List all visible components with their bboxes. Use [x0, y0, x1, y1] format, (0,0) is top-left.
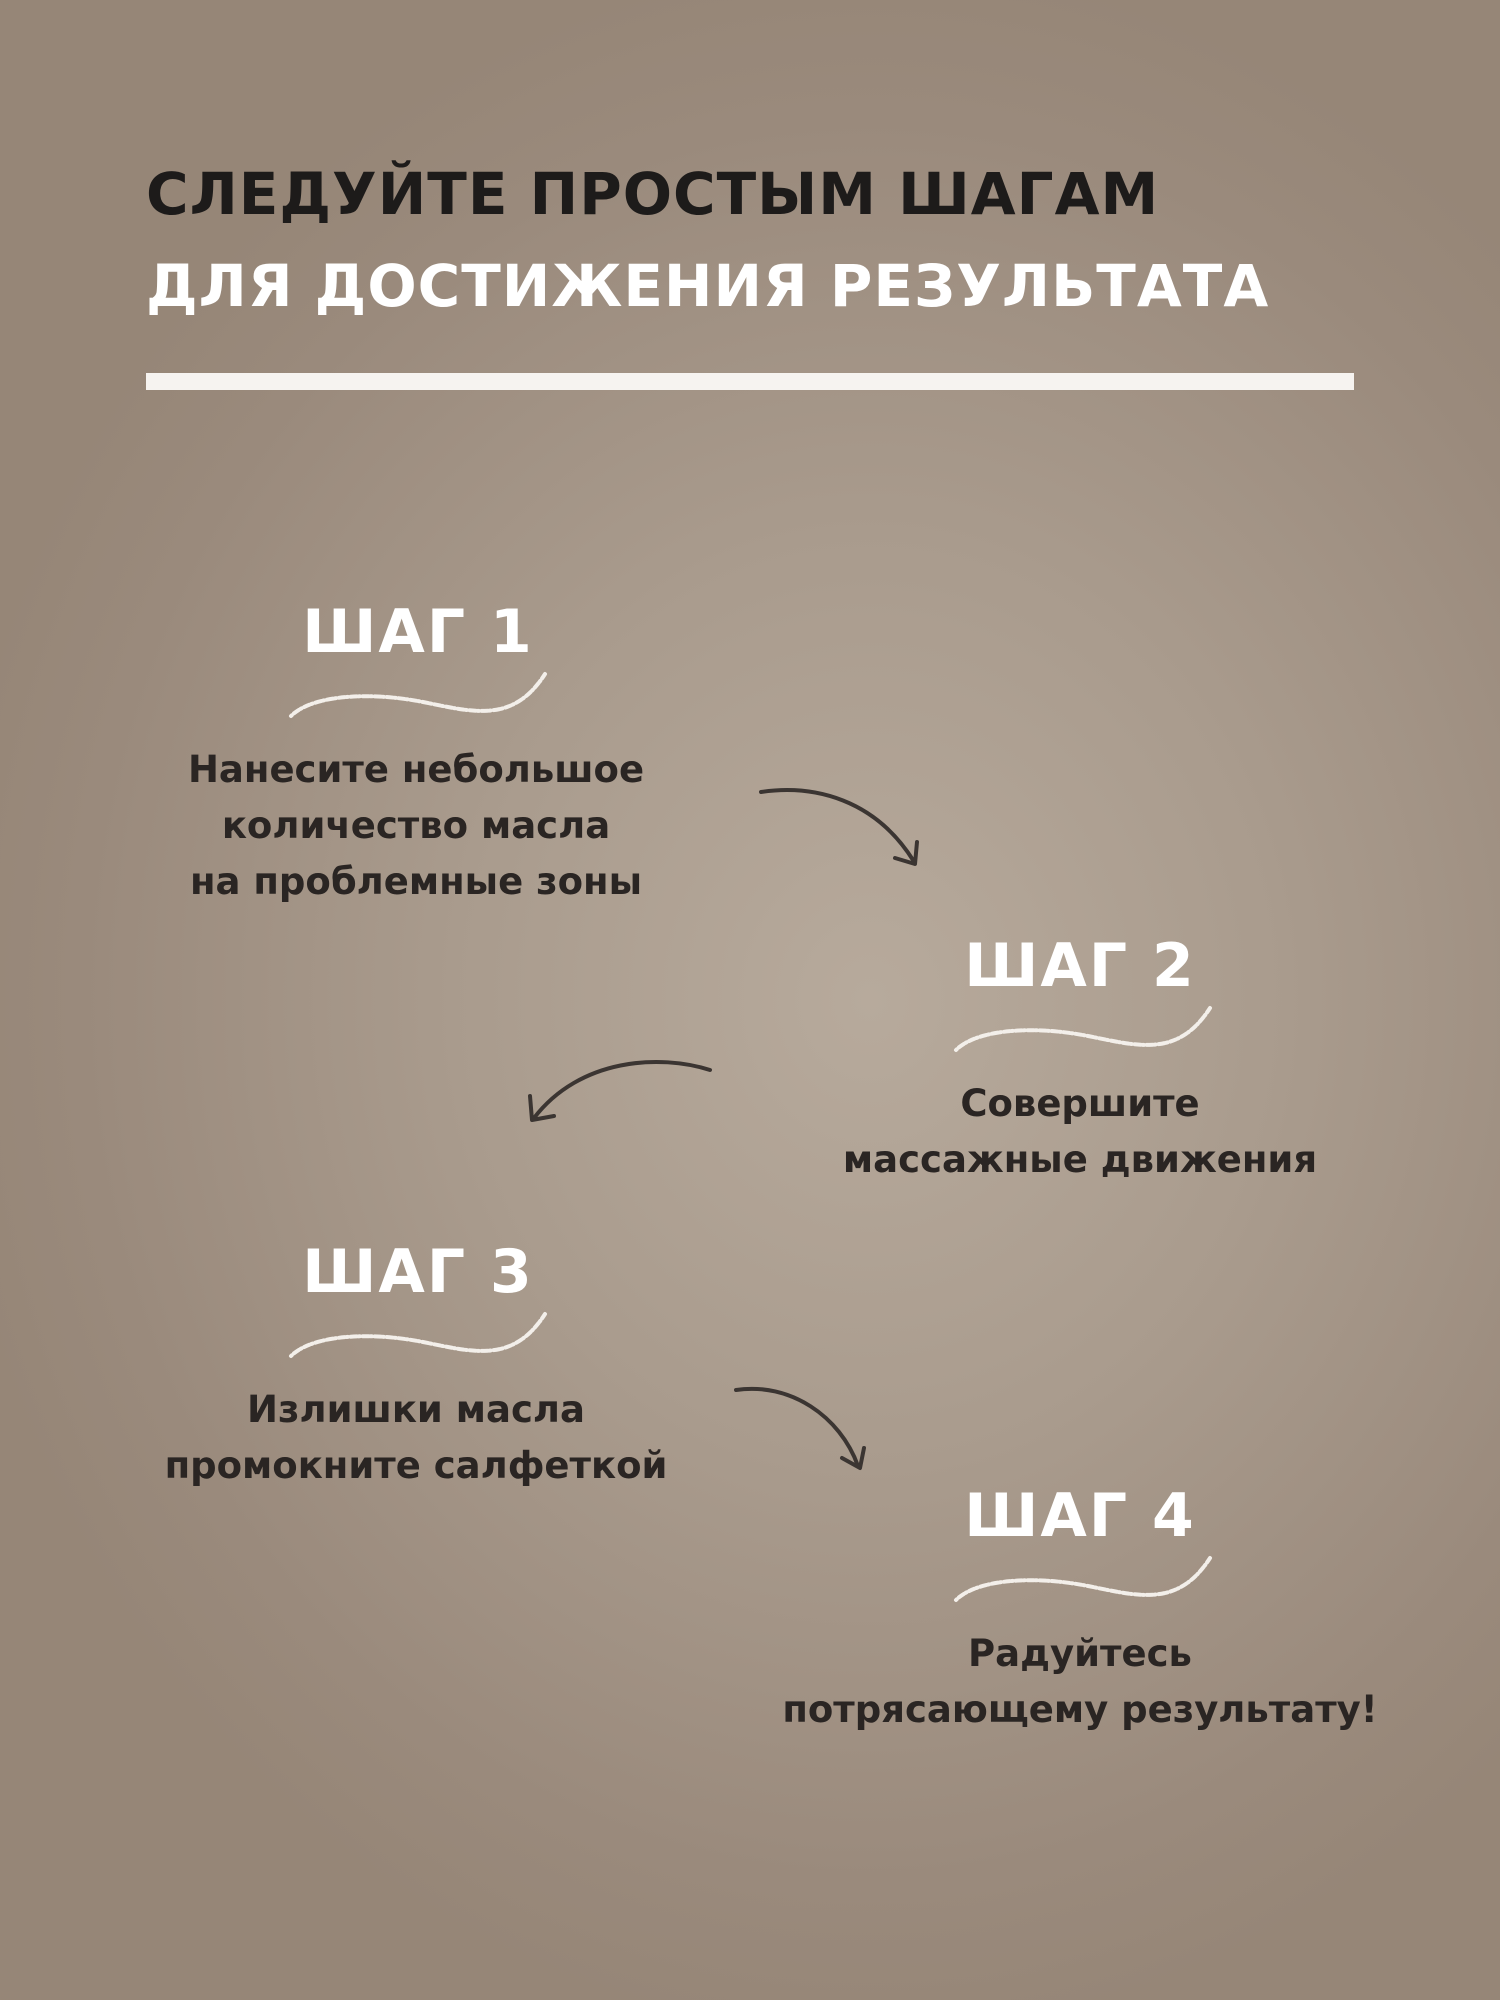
page-title: [146, 148, 1269, 332]
squiggle-underline-icon: [283, 1304, 553, 1364]
step-1-description: [96, 742, 736, 910]
squiggle-underline-icon: [948, 1548, 1218, 1608]
curved-arrow-icon: [730, 1376, 870, 1476]
step-2-line: массажные движения: [842, 1138, 1318, 1181]
squiggle-underline-icon: [283, 664, 553, 724]
step-2-label: ШАГ 2: [964, 931, 1196, 1001]
step-3-description: [96, 1382, 736, 1494]
curved-arrow-icon: [755, 780, 935, 880]
step-1-line: количество масла: [221, 804, 611, 847]
step-4-line: Радуйтесь: [968, 1632, 1192, 1675]
curved-arrow-icon: [520, 1048, 720, 1126]
title-divider: [146, 373, 1354, 390]
step-4-description: [760, 1626, 1400, 1738]
step-1-line: на проблемные зоны: [189, 860, 643, 903]
title-line-2: ДЛЯ ДОСТИЖЕНИЯ РЕЗУЛЬТАТА: [146, 252, 1270, 320]
step-4-label: ШАГ 4: [964, 1481, 1196, 1551]
step-4-line: потрясающему результату!: [782, 1688, 1378, 1731]
step-3-line: промокните салфеткой: [164, 1444, 668, 1487]
step-3-label: ШАГ 3: [302, 1237, 534, 1307]
squiggle-underline-icon: [948, 998, 1218, 1058]
step-1-line: Нанесите небольшое: [187, 748, 645, 791]
step-2-description: [760, 1076, 1400, 1188]
step-3-line: Излишки масла: [247, 1388, 585, 1431]
step-2-line: Совершите: [960, 1082, 1200, 1125]
step-1-label: ШАГ 1: [302, 597, 534, 667]
title-line-1: СЛЕДУЙТЕ ПРОСТЫМ ШАГАМ: [146, 160, 1160, 228]
